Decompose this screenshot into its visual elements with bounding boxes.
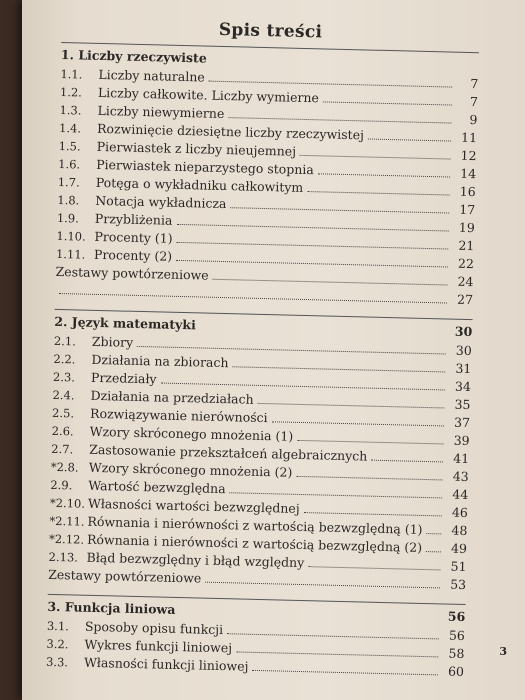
entry-number: 1.6. bbox=[58, 156, 81, 172]
entry-page: 21 bbox=[458, 237, 475, 254]
section-heading-page bbox=[455, 57, 479, 73]
entry-number: 1.11. bbox=[55, 246, 86, 262]
entry-page: 12 bbox=[460, 147, 477, 164]
dot-leader bbox=[236, 651, 438, 657]
entry-title: Przybliżenia bbox=[94, 210, 173, 228]
dot-leader bbox=[272, 421, 444, 426]
table-of-contents bbox=[46, 10, 480, 691]
entry-number: 1.1. bbox=[60, 66, 83, 82]
entry-number: 3.1. bbox=[46, 618, 70, 634]
section-heading-title: 1. Liczby rzeczywiste bbox=[60, 46, 207, 66]
entry-title: Zastosowanie przekształceń algebraicznych bbox=[89, 441, 368, 464]
dot-leader bbox=[426, 533, 441, 534]
entry-title: Procenty (1) bbox=[94, 228, 173, 246]
dot-leader bbox=[205, 582, 440, 589]
dot-leader bbox=[323, 101, 452, 105]
dot-leader bbox=[304, 512, 442, 516]
section-heading-page: 56 bbox=[447, 608, 466, 625]
dot-leader bbox=[426, 551, 441, 552]
entry-page: 49 bbox=[450, 540, 468, 557]
dot-leader bbox=[230, 207, 449, 213]
entry-title: Własności funkcji liniowej bbox=[83, 654, 249, 674]
dot-leader bbox=[300, 155, 451, 160]
entry-page: 51 bbox=[450, 558, 467, 575]
entry-title: Sposoby opisu funkcji bbox=[84, 618, 224, 638]
dot-leader bbox=[296, 476, 442, 481]
entry-title: Przedziały bbox=[90, 369, 157, 387]
entry-page: 46 bbox=[451, 504, 469, 521]
entry-number: 1.9. bbox=[56, 210, 80, 226]
page-title: Spis treści bbox=[218, 19, 323, 43]
entry-title: Zbiory bbox=[91, 333, 134, 350]
entry-page: 17 bbox=[459, 201, 476, 218]
entry-title: Potęga o wykładniku całkowitym bbox=[95, 174, 304, 195]
entry-page: 39 bbox=[453, 432, 470, 449]
dot-leader bbox=[368, 139, 451, 142]
entry-page: 27 bbox=[456, 291, 474, 308]
entry-page: 35 bbox=[454, 396, 471, 413]
entry-title: Błąd bezwzględny i błąd względny bbox=[86, 549, 305, 571]
dot-leader bbox=[230, 492, 443, 498]
toc-section bbox=[55, 42, 479, 309]
entry-page: 58 bbox=[448, 645, 465, 662]
entry-number: 1.7. bbox=[57, 174, 80, 190]
dot-leader bbox=[227, 633, 439, 639]
entry-title: Zestawy powtórzeniowe bbox=[48, 566, 202, 586]
entry-page: 44 bbox=[452, 486, 469, 503]
entry-page: 24 bbox=[457, 273, 474, 290]
entry-page: 19 bbox=[458, 219, 475, 236]
entry-number: *2.8. bbox=[50, 459, 79, 475]
toc-section bbox=[46, 594, 466, 681]
entry-title: Rozwinięcie dziesiętne liczby rzeczywistej bbox=[96, 120, 365, 143]
entry-number: 2.3. bbox=[52, 369, 76, 385]
entry-number: 3.2. bbox=[46, 636, 69, 652]
entry-number: 1.8. bbox=[57, 192, 80, 208]
entry-page: 30 bbox=[455, 342, 472, 359]
entry-title: Własności wartości bezwzględnej bbox=[87, 495, 300, 516]
entry-title: Działania na przedziałach bbox=[90, 387, 254, 407]
entry-title: Liczby całkowite. Liczby wymierne bbox=[97, 84, 320, 106]
entry-title: Działania na zbiorach bbox=[91, 351, 229, 371]
entry-title: Pierwiastek nieparzystego stopnia bbox=[96, 156, 314, 178]
entry-number: 3.3. bbox=[45, 654, 69, 670]
entry-page: 9 bbox=[469, 111, 478, 128]
section-heading-page: 30 bbox=[454, 323, 473, 340]
entry-page: 7 bbox=[469, 93, 479, 110]
entry-page: 34 bbox=[454, 378, 472, 395]
entry-number: 1.10. bbox=[56, 228, 86, 244]
entry-title: Rozwiązywanie nierówności bbox=[89, 405, 268, 426]
entry-page: 16 bbox=[459, 183, 476, 200]
entry-page: 22 bbox=[457, 255, 475, 272]
entry-number: 2.7. bbox=[51, 441, 74, 457]
entry-title: Procenty (2) bbox=[93, 246, 173, 264]
entry-page: 56 bbox=[448, 627, 466, 644]
entry-number: *2.11. bbox=[49, 513, 85, 529]
dot-leader bbox=[228, 117, 451, 123]
entry-page: 60 bbox=[447, 663, 465, 680]
dot-leader bbox=[232, 366, 445, 372]
entry-number: *2.10. bbox=[49, 495, 86, 511]
entry-title: Liczby naturalne bbox=[98, 66, 205, 85]
page-number: 3 bbox=[499, 645, 507, 658]
dot-leader bbox=[371, 460, 443, 463]
dot-leader bbox=[213, 279, 448, 286]
entry-title: Równania i nierówności z wartością bezwzględną (2) bbox=[86, 531, 423, 555]
dot-leader bbox=[252, 670, 438, 676]
entry-number: 2.6. bbox=[51, 423, 74, 439]
book-page bbox=[22, 0, 525, 700]
dot-leader bbox=[297, 440, 443, 445]
entry-page: 43 bbox=[452, 468, 469, 485]
entry-number: 1.2. bbox=[59, 84, 83, 100]
entry-title: Zestawy powtórzeniowe bbox=[55, 263, 209, 283]
section-heading-title: 3. Funkcja liniowa bbox=[47, 598, 176, 617]
entry-number: 2.5. bbox=[51, 405, 75, 421]
entry-title: Wykres funkcji liniowej bbox=[84, 636, 233, 656]
entry-page: 41 bbox=[453, 450, 470, 467]
entry-page: 48 bbox=[451, 522, 468, 539]
entry-page: 53 bbox=[449, 576, 467, 593]
toc-sections bbox=[46, 42, 479, 681]
entry-number: 1.5. bbox=[58, 138, 81, 154]
dot-leader bbox=[308, 566, 440, 570]
entry-number: 2.9. bbox=[50, 477, 73, 493]
entry-title: Notacja wykładnicza bbox=[95, 192, 227, 212]
entry-number: 2.13. bbox=[48, 549, 79, 565]
entry-page: 31 bbox=[455, 360, 472, 377]
entry-page: 11 bbox=[460, 129, 478, 146]
entry-title: Liczby niewymierne bbox=[97, 102, 225, 121]
entry-page: 7 bbox=[470, 76, 479, 92]
toc-section bbox=[48, 309, 473, 594]
entry-number: 2.1. bbox=[53, 333, 77, 349]
entry-number: 2.4. bbox=[52, 387, 75, 403]
entry-number: 1.4. bbox=[58, 120, 82, 136]
dot-leader bbox=[59, 293, 447, 303]
entry-page: 37 bbox=[453, 414, 471, 431]
dot-leader bbox=[307, 191, 449, 195]
entry-number: 1.3. bbox=[59, 102, 82, 118]
dot-leader bbox=[318, 173, 450, 177]
entry-title: Wzory skróconego mnożenia (1) bbox=[89, 423, 294, 444]
dot-leader bbox=[258, 403, 445, 409]
entry-number: 2.2. bbox=[53, 351, 76, 367]
entry-title: Pierwiastek z liczby nieujemnej bbox=[96, 138, 297, 159]
entry-title: Równania i nierówności z wartością bezwzględną (1) bbox=[87, 513, 423, 537]
section-heading-title: 2. Język matematyki bbox=[54, 313, 196, 333]
entry-number: *2.12. bbox=[48, 531, 85, 547]
entry-title: Wzory skróconego mnożenia (2) bbox=[88, 459, 293, 480]
entry-title: Wartość bezwzględna bbox=[88, 477, 226, 497]
entry-page: 14 bbox=[460, 165, 477, 182]
